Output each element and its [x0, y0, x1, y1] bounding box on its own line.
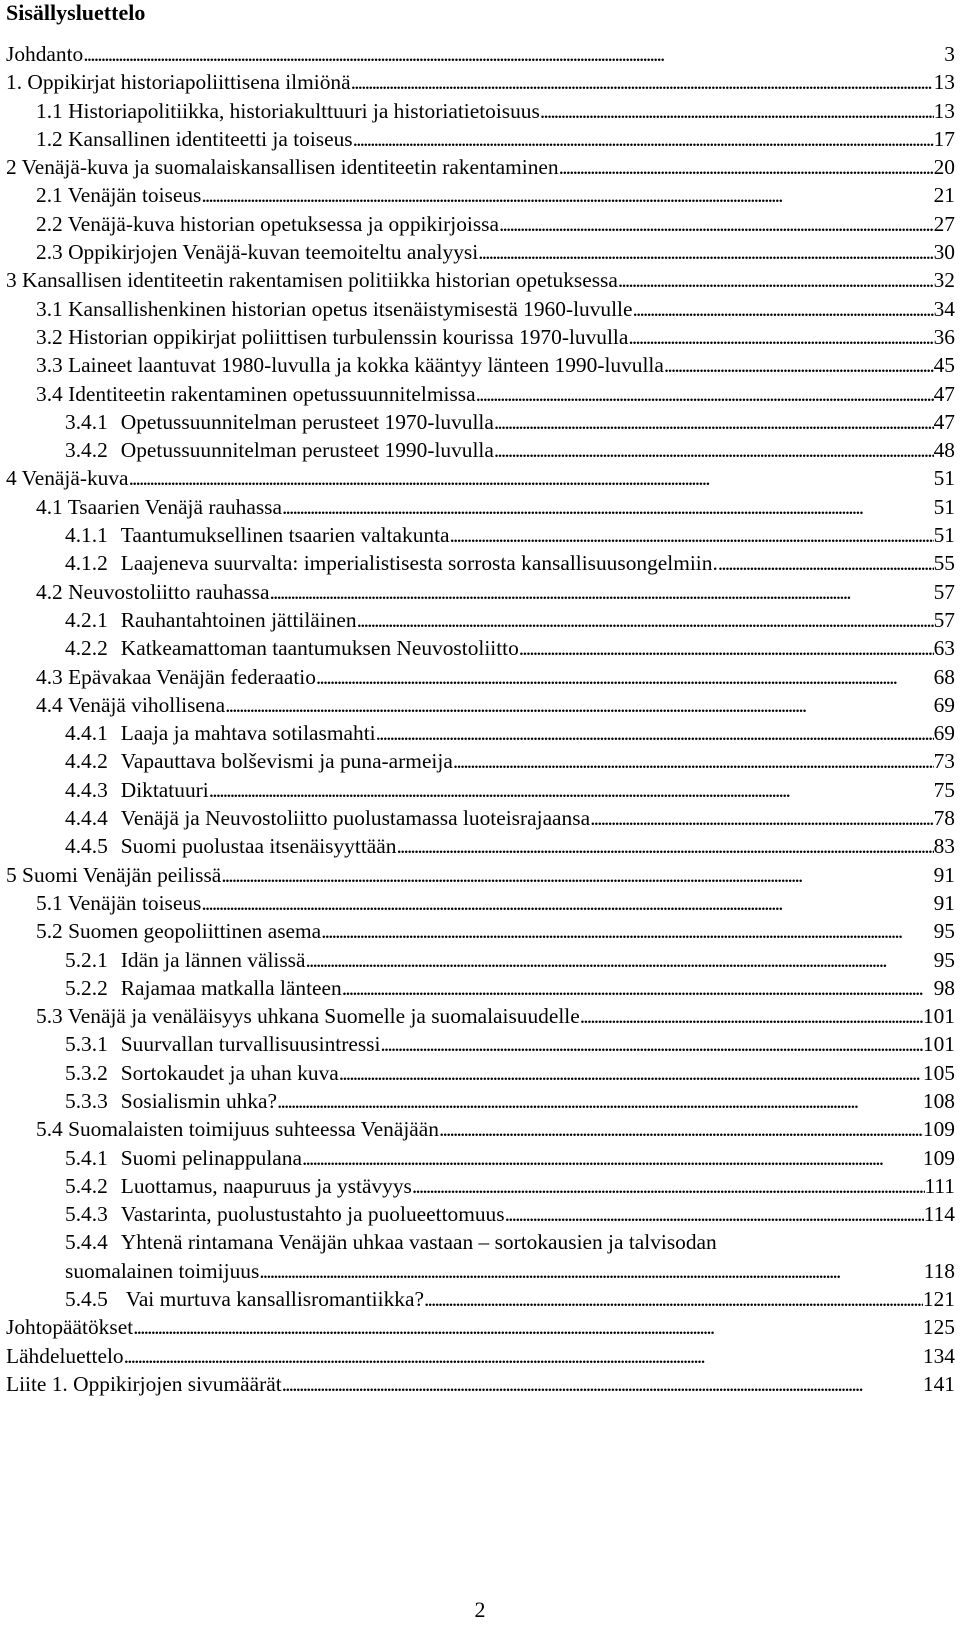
- toc-entry[interactable]: [6, 1030, 955, 1058]
- toc-entry-label: [6, 153, 559, 181]
- toc-entry[interactable]: [6, 889, 955, 917]
- toc-entry-number: 4.4.4: [65, 806, 108, 831]
- toc-entry-label: [36, 493, 282, 521]
- toc-entry-label: [36, 125, 353, 153]
- toc-entry[interactable]: [6, 606, 955, 634]
- toc-leader-dots: [209, 776, 934, 804]
- toc-entry-text: Rajamaa matkalla länteen: [120, 975, 342, 1000]
- toc-entry-number: 4.1.1: [65, 523, 108, 548]
- toc-entry-page: 95: [933, 947, 955, 972]
- toc-entry[interactable]: [6, 1342, 955, 1370]
- toc-entry-text: 2.1 Venäjän toiseus: [36, 183, 202, 208]
- toc-entry-label: [65, 776, 209, 804]
- toc-entry-page: 57: [933, 607, 955, 632]
- toc-leader-dots: [450, 521, 934, 549]
- toc-entry-page: 109: [922, 1145, 955, 1170]
- page-title: Sisällysluettelo: [6, 0, 146, 25]
- toc-entry-text: 3.1 Kansallishenkinen historian opetus itsenäistymisestä 1960-luvulle: [36, 296, 633, 321]
- toc-entry-text: Suurvallan turvallisuusintressi: [120, 1032, 381, 1057]
- toc-entry-page: 32: [933, 268, 955, 293]
- toc-entry-page: 114: [923, 1202, 955, 1227]
- toc-leader-dots: [357, 606, 934, 634]
- toc-leader-dots: [476, 380, 934, 408]
- toc-entry-text: 2 Venäjä-kuva ja suomalaiskansallisen identiteetin rakentaminen: [6, 155, 559, 180]
- toc-entry-page: 73: [933, 749, 955, 774]
- toc-entry-page: 69: [933, 721, 955, 746]
- toc-entry[interactable]: [6, 1115, 955, 1143]
- toc-leader-dots: [353, 125, 934, 153]
- toc-leader-dots: [494, 408, 934, 436]
- toc-leader-dots: [505, 1200, 924, 1228]
- toc-entry-text: Laajeneva suurvalta: imperialistisesta sorrosta kansallisuusongelmiin.: [120, 551, 718, 576]
- toc-entry-page: 3: [944, 42, 955, 66]
- toc-entry-number: 4.2.1: [65, 607, 108, 632]
- toc-entry-page: 78: [933, 806, 955, 831]
- toc-entry-label: [36, 1002, 580, 1030]
- toc-entry-text: 5.3 Venäjä ja venäläisyys uhkana Suomelle ja suomalaisuudelle: [36, 1004, 580, 1029]
- toc-entry-text: Yhtenä rintamana Venäjän uhkaa vastaan – sortokausien ja talvisodan: [120, 1230, 717, 1255]
- toc-leader-dots: [306, 946, 934, 974]
- toc-entry-text: 1.2 Kansallinen identiteetti ja toiseus: [36, 126, 353, 151]
- toc-entry-text: Sosialismin uhka?: [120, 1088, 278, 1113]
- toc-entry-text: Lähdeluettelo: [6, 1343, 124, 1368]
- toc-entry-label: [36, 1115, 439, 1143]
- toc-entry-label: [36, 351, 664, 379]
- toc-leader-dots: [664, 351, 934, 379]
- toc-entry[interactable]: [6, 946, 955, 974]
- toc-leader-dots: [439, 1115, 923, 1143]
- toc-entry-page: 118: [923, 1258, 955, 1283]
- toc-entry-label: [65, 747, 453, 775]
- toc-entry-page: 69: [933, 692, 955, 717]
- toc-entry-label: [65, 832, 396, 860]
- toc-entry[interactable]: [6, 266, 955, 294]
- toc-entry-text: Diktatuuri: [120, 777, 209, 802]
- toc-entry-label: [6, 68, 351, 96]
- toc-entry-text: Johtopäätökset: [6, 1315, 134, 1340]
- toc-entry-page: 91: [933, 862, 955, 887]
- table-of-contents: [6, 40, 955, 1398]
- toc-entry-page: 51: [933, 523, 955, 548]
- toc-entry-label: [65, 1172, 412, 1200]
- toc-leader-dots: [628, 323, 933, 351]
- toc-entry[interactable]: [6, 776, 955, 804]
- toc-entry-label: [6, 1342, 124, 1370]
- toc-entry-label: [65, 974, 342, 1002]
- toc-entry-label: [65, 408, 494, 436]
- toc-entry-label: [36, 663, 316, 691]
- toc-entry-number: 4.1.2: [65, 551, 108, 576]
- toc-entry-page: 36: [933, 324, 955, 349]
- toc-entry[interactable]: [6, 691, 955, 719]
- toc-leader-dots: [129, 464, 934, 492]
- toc-entry-label: [65, 1200, 505, 1228]
- toc-entry-text: Liite 1. Oppikirjojen sivumäärät: [6, 1371, 282, 1396]
- toc-entry[interactable]: [6, 68, 955, 96]
- toc-entry[interactable]: [6, 408, 955, 436]
- toc-entry-page: 27: [933, 211, 955, 236]
- toc-entry-number: 5.4.2: [65, 1173, 108, 1198]
- toc-entry-text: 5.2 Suomen geopoliittinen asema: [36, 919, 322, 944]
- toc-entry-page: 98: [933, 975, 955, 1000]
- toc-entry-text: 5.1 Venäjän toiseus: [36, 890, 202, 915]
- toc-entry-number: 5.4.1: [65, 1145, 108, 1170]
- toc-leader-dots: [282, 493, 934, 521]
- toc-entry-text: 4 Venäjä-kuva: [6, 466, 129, 491]
- toc-entry-label: [6, 464, 129, 492]
- toc-entry[interactable]: [6, 210, 955, 238]
- toc-entry-label: [36, 323, 628, 351]
- toc-entry[interactable]: [6, 1059, 955, 1087]
- toc-leader-dots: [316, 663, 934, 691]
- toc-leader-dots: [590, 804, 934, 832]
- toc-entry-text: 3.3 Laineet laantuvat 1980-luvulla ja kokka kääntyy länteen 1990-luvulla: [36, 353, 664, 378]
- toc-leader-dots: [718, 549, 934, 577]
- toc-entry-page: 30: [933, 240, 955, 265]
- toc-entry[interactable]: [6, 521, 955, 549]
- toc-entry-text: 3 Kansallisen identiteetin rakentamisen politiikka historian opetuksessa: [6, 268, 618, 293]
- toc-entry-label: [65, 719, 376, 747]
- toc-entry-label: [65, 549, 718, 577]
- toc-entry-page: 51: [933, 466, 955, 491]
- toc-entry-page: 105: [922, 1060, 955, 1085]
- toc-entry-label: [65, 946, 306, 974]
- toc-leader-dots: [494, 436, 934, 464]
- toc-entry-text: Opetussuunnitelman perusteet 1970-luvulla: [120, 409, 494, 434]
- toc-entry-page: 21: [933, 183, 955, 208]
- toc-entry-page: 57: [933, 579, 955, 604]
- toc-entry-page: 141: [922, 1371, 955, 1396]
- toc-entry-label: [36, 889, 201, 917]
- toc-entry-page: 121: [922, 1287, 955, 1312]
- toc-entry-number: 5.4.4: [65, 1230, 108, 1255]
- toc-entry-label: [65, 521, 450, 549]
- toc-entry[interactable]: [6, 747, 955, 775]
- toc-entry-page: 101: [922, 1032, 955, 1057]
- toc-entry-label: [36, 691, 225, 719]
- toc-entry-page: 91: [933, 890, 955, 915]
- toc-entry[interactable]: [6, 549, 955, 577]
- toc-leader-dots: [225, 691, 933, 719]
- toc-entry-label: [65, 606, 357, 634]
- toc-entry-number: 4.4.1: [65, 721, 108, 746]
- toc-entry-number: 4.2.2: [65, 636, 108, 661]
- toc-entry-text: Opetussuunnitelman perusteet 1990-luvulla: [120, 438, 494, 463]
- toc-entry[interactable]: [6, 238, 955, 266]
- toc-entry-text: Johdanto: [6, 42, 84, 66]
- toc-entry[interactable]: [6, 97, 955, 125]
- toc-entry-label: [65, 436, 494, 464]
- toc-leader-dots: [559, 153, 934, 181]
- toc-leader-dots: [499, 210, 934, 238]
- toc-entry-label: [65, 1144, 302, 1172]
- toc-entry-page: 68: [933, 664, 955, 689]
- toc-entry[interactable]: [6, 719, 955, 747]
- toc-entry-label: [36, 210, 499, 238]
- toc-entry-label: [65, 1030, 380, 1058]
- toc-entry-page: 51: [933, 494, 955, 519]
- toc-entry-text: suomalainen toimijuus: [65, 1258, 260, 1283]
- toc-entry-number: 5.2.2: [65, 975, 108, 1000]
- toc-entry-text: Katkeamattoman taantumuksen Neuvostoliitto: [120, 636, 519, 661]
- toc-entry-page: 101: [922, 1004, 955, 1029]
- toc-entry-text: 1.1 Historiapolitiikka, historiakulttuuri ja historiatietoisuus: [36, 98, 540, 123]
- toc-entry-text: Sortokaudet ja uhan kuva: [120, 1060, 339, 1085]
- toc-entry-text: 3.4 Identiteetin rakentaminen opetussuunnitelmissa: [36, 381, 476, 406]
- toc-entry[interactable]: [6, 804, 955, 832]
- toc-entry-text: 3.2 Historian oppikirjat poliittisen turbulenssin kourissa 1970-luvulla: [36, 324, 629, 349]
- toc-entry-page: 13: [933, 70, 955, 95]
- toc-leader-dots: [321, 917, 933, 945]
- toc-entry-text: Suomi pelinappulana: [120, 1145, 302, 1170]
- toc-entry-label: [36, 97, 540, 125]
- toc-entry[interactable]: [6, 351, 955, 379]
- toc-entry[interactable]: [6, 493, 955, 521]
- toc-entry[interactable]: [6, 634, 955, 662]
- toc-entry[interactable]: [6, 181, 955, 209]
- toc-entry-label: [65, 634, 519, 662]
- toc-entry-text: 4.4 Venäjä vihollisena: [36, 692, 226, 717]
- toc-leader-dots: [277, 1087, 923, 1115]
- toc-leader-dots: [540, 97, 934, 125]
- toc-entry-page: 55: [933, 551, 955, 576]
- toc-entry-label: [36, 181, 201, 209]
- toc-leader-dots: [221, 861, 933, 889]
- toc-entry-label: [6, 40, 83, 68]
- toc-leader-dots: [201, 889, 933, 917]
- toc-entry-label: [65, 1087, 277, 1115]
- toc-leader-dots: [453, 747, 934, 775]
- toc-entry-page: 13: [933, 98, 955, 123]
- toc-entry-number: 4.4.2: [65, 749, 108, 774]
- toc-leader-dots: [580, 1002, 923, 1030]
- toc-entry-number: 4.4.3: [65, 777, 108, 802]
- toc-entry-page: 83: [933, 834, 955, 859]
- toc-entry[interactable]: [6, 464, 955, 492]
- toc-entry-text: Laaja ja mahtava sotilasmahti: [120, 721, 376, 746]
- toc-entry-number: 5.3.3: [65, 1088, 108, 1113]
- toc-leader-dots: [519, 634, 934, 662]
- toc-entry-number: 5.2.1: [65, 947, 108, 972]
- toc-entry[interactable]: [6, 1172, 955, 1200]
- toc-entry-number: 4.4.5: [65, 834, 108, 859]
- toc-leader-dots: [269, 578, 933, 606]
- toc-entry-text: 2.3 Oppikirjojen Venäjä-kuvan teemoiteltu analyysi: [36, 240, 479, 265]
- toc-entry[interactable]: [6, 436, 955, 464]
- toc-entry[interactable]: [6, 663, 955, 691]
- toc-entry-label: [36, 917, 321, 945]
- toc-entry-page: 75: [933, 777, 955, 802]
- toc-entry-number: 3.4.1: [65, 409, 108, 434]
- toc-entry-text: Idän ja lännen välissä: [120, 947, 306, 972]
- toc-leader-dots: [201, 181, 933, 209]
- toc-entry-text: 1. Oppikirjat historiapoliittisena ilmiönä: [6, 70, 351, 95]
- toc-leader-dots: [124, 1342, 923, 1370]
- toc-entry-page: 47: [933, 409, 955, 434]
- toc-entry-label: [65, 804, 590, 832]
- toc-entry-page: 109: [922, 1117, 955, 1142]
- toc-leader-dots: [83, 40, 944, 68]
- toc-entry[interactable]: [6, 1313, 955, 1341]
- toc-entry[interactable]: [6, 40, 955, 68]
- toc-entry-number: 5.4.5: [65, 1287, 108, 1312]
- toc-entry-label: [36, 238, 478, 266]
- toc-entry[interactable]: [6, 1228, 955, 1256]
- toc-entry-page: 134: [922, 1343, 955, 1368]
- page-number: 2: [474, 1597, 486, 1622]
- toc-leader-dots: [376, 719, 934, 747]
- toc-entry[interactable]: [6, 1002, 955, 1030]
- toc-entry-label: [65, 1059, 339, 1087]
- toc-entry[interactable]: [6, 1087, 955, 1115]
- toc-entry-text: Vai murtuva kansallisromantiikka?: [120, 1287, 424, 1312]
- toc-entry-label: [36, 578, 269, 606]
- toc-entry-text: Vastarinta, puolustustahto ja puolueettomuus: [120, 1202, 505, 1227]
- toc-leader-dots: [342, 974, 934, 1002]
- toc-entry-label: [65, 1285, 424, 1313]
- toc-entry-page: 48: [933, 438, 955, 463]
- toc-entry-label: [6, 861, 221, 889]
- toc-leader-dots: [339, 1059, 923, 1087]
- toc-entry[interactable]: [6, 1285, 955, 1313]
- toc-entry[interactable]: [6, 1200, 955, 1228]
- toc-entry-continuation[interactable]: [6, 1257, 955, 1285]
- toc-entry[interactable]: [6, 1370, 955, 1398]
- toc-entry-text: Suomi puolustaa itsenäisyyttään: [120, 834, 397, 859]
- toc-entry[interactable]: [6, 861, 955, 889]
- toc-entry-text: 5.4 Suomalaisten toimijuus suhteessa Venäjään: [36, 1117, 439, 1142]
- toc-entry-page: 34: [933, 296, 955, 321]
- toc-entry-label: [6, 1313, 133, 1341]
- toc-entry-page: 20: [933, 155, 955, 180]
- toc-entry-text: Luottamus, naapuruus ja ystävyys: [120, 1173, 412, 1198]
- toc-entry-label: [36, 380, 476, 408]
- toc-leader-dots: [632, 295, 933, 323]
- toc-entry[interactable]: [6, 917, 955, 945]
- toc-entry-page: 17: [933, 126, 955, 151]
- toc-entry[interactable]: [6, 380, 955, 408]
- toc-entry[interactable]: [6, 974, 955, 1002]
- toc-entry-number: 5.3.2: [65, 1060, 108, 1085]
- toc-entry-text: 4.3 Epävakaa Venäjän federaatio: [36, 664, 316, 689]
- toc-entry-text: Venäjä ja Neuvostoliitto puolustamassa luoteisrajaansa: [120, 806, 591, 831]
- toc-entry-text: 4.2 Neuvostoliitto rauhassa: [36, 579, 270, 604]
- toc-entry-text: Taantumuksellinen tsaarien valtakunta: [120, 523, 450, 548]
- toc-entry[interactable]: [6, 832, 955, 860]
- toc-leader-dots: [302, 1144, 923, 1172]
- toc-entry-page: 125: [922, 1315, 955, 1340]
- toc-entry-label: [6, 266, 618, 294]
- toc-entry-page: 63: [933, 636, 955, 661]
- toc-entry-text: Vapauttava bolševismi ja puna-armeija: [120, 749, 453, 774]
- toc-entry-label: [65, 1228, 717, 1256]
- toc-leader-dots: [351, 68, 934, 96]
- toc-entry-page: 45: [933, 353, 955, 378]
- toc-entry-number: 5.4.3: [65, 1202, 108, 1227]
- toc-entry-text: 2.2 Venäjä-kuva historian opetuksessa ja oppikirjoissa: [36, 211, 499, 236]
- toc-entry-number: 5.3.1: [65, 1032, 108, 1057]
- toc-leader-dots: [618, 266, 934, 294]
- toc-leader-dots: [282, 1370, 923, 1398]
- toc-entry-page: 47: [933, 381, 955, 406]
- toc-entry-text: Rauhantahtoinen jättiläinen: [120, 607, 357, 632]
- toc-leader-dots: [259, 1257, 923, 1285]
- toc-entry[interactable]: [6, 1144, 955, 1172]
- toc-entry-label: [6, 1370, 282, 1398]
- toc-leader-dots: [380, 1030, 922, 1058]
- toc-leader-dots: [478, 238, 933, 266]
- toc-entry[interactable]: [6, 578, 955, 606]
- toc-leader-dots: [412, 1172, 925, 1200]
- toc-leader-dots: [133, 1313, 923, 1341]
- toc-entry-page: 111: [924, 1173, 955, 1198]
- toc-leader-dots: [424, 1285, 923, 1313]
- toc-entry-page: 95: [933, 919, 955, 944]
- toc-entry[interactable]: [6, 323, 955, 351]
- toc-entry[interactable]: [6, 295, 955, 323]
- toc-leader-dots: [396, 832, 933, 860]
- toc-entry-text: 4.1 Tsaarien Venäjä rauhassa: [36, 494, 282, 519]
- toc-entry[interactable]: [6, 153, 955, 181]
- toc-entry-label: [36, 295, 632, 323]
- toc-entry[interactable]: [6, 125, 955, 153]
- toc-entry-text: 5 Suomi Venäjän peilissä: [6, 862, 222, 887]
- toc-entry-page: 108: [922, 1088, 955, 1113]
- toc-entry-number: 3.4.2: [65, 438, 108, 463]
